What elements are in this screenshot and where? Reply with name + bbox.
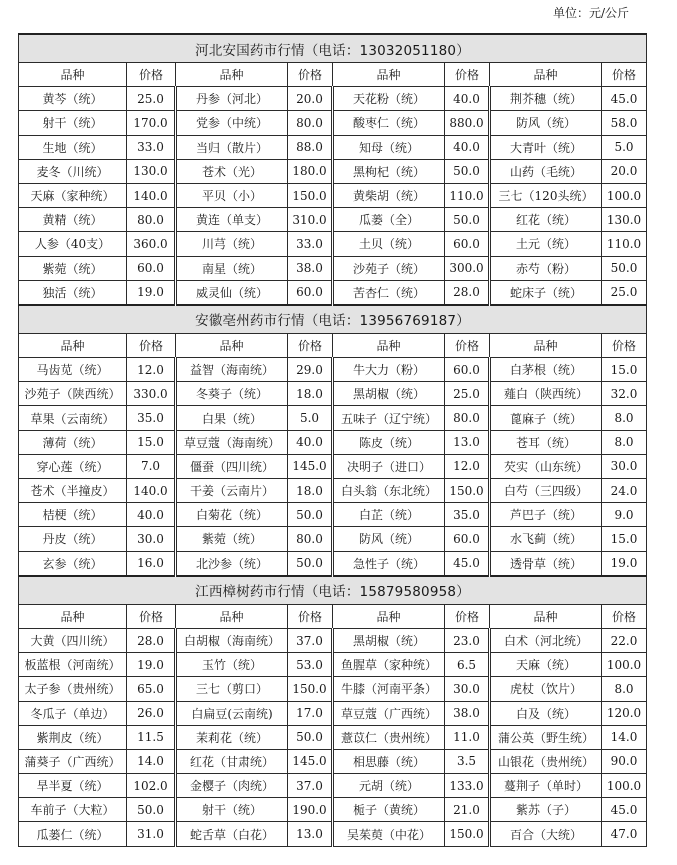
- herb-name: 瓜蒌（全）: [333, 208, 445, 232]
- herb-price: 45.0: [602, 87, 647, 111]
- herb-name: 相思藤（统）: [333, 749, 445, 773]
- market-title-row: [19, 34, 647, 63]
- herb-price: 120.0: [602, 701, 647, 725]
- variety-header: 品种: [333, 63, 445, 87]
- table-row: [19, 798, 647, 822]
- herb-price: 19.0: [127, 653, 176, 677]
- table-row: [19, 208, 647, 232]
- herb-price: 110.0: [445, 183, 490, 207]
- herb-name: 苍术（半撞皮）: [19, 479, 127, 503]
- herb-name: 冬瓜子（单边）: [19, 701, 127, 725]
- herb-name: 土贝（统）: [333, 232, 445, 256]
- herb-name: 蔓荆子（单时）: [490, 774, 602, 798]
- herb-price: 8.0: [602, 406, 647, 430]
- price-header: 价格: [445, 63, 490, 87]
- herb-name: 独活（统）: [19, 280, 127, 305]
- herb-price: 12.0: [445, 454, 490, 478]
- herb-name: 白茅根（统）: [490, 358, 602, 382]
- herb-name: 土元（统）: [490, 232, 602, 256]
- herb-price: 80.0: [445, 406, 490, 430]
- herb-price: 11.5: [127, 725, 176, 749]
- herb-price: 8.0: [602, 677, 647, 701]
- herb-name: 射干（统）: [176, 798, 288, 822]
- herb-price: 145.0: [288, 454, 333, 478]
- herb-price: 15.0: [602, 358, 647, 382]
- header-row: [19, 604, 647, 628]
- herb-name: 赤芍（粉）: [490, 256, 602, 280]
- herb-name: 紫荆皮（统）: [19, 725, 127, 749]
- herb-name: 防风（统）: [490, 111, 602, 135]
- herb-name: 元胡（统）: [333, 774, 445, 798]
- herb-name: 百合（大统）: [490, 822, 602, 846]
- price-header: 价格: [288, 604, 333, 628]
- herb-name: 防风（统）: [333, 527, 445, 551]
- herb-price: 180.0: [288, 159, 333, 183]
- table-row: [19, 135, 647, 159]
- herb-price: 47.0: [602, 822, 647, 846]
- herb-price: 29.0: [288, 358, 333, 382]
- herb-name: 苍耳（统）: [490, 430, 602, 454]
- herb-name: 牛大力（粉）: [333, 358, 445, 382]
- herb-name: 薏苡仁（贵州统）: [333, 725, 445, 749]
- table-row: [19, 653, 647, 677]
- herb-name: 白芍（三四级）: [490, 479, 602, 503]
- herb-price: 35.0: [445, 503, 490, 527]
- herb-price: 19.0: [602, 551, 647, 576]
- herb-name: 黑胡椒（统）: [333, 628, 445, 652]
- herb-price: 310.0: [288, 208, 333, 232]
- herb-name: 鱼腥草（家种统）: [333, 653, 445, 677]
- herb-price: 50.0: [445, 159, 490, 183]
- table-row: [19, 749, 647, 773]
- herb-name: 知母（统）: [333, 135, 445, 159]
- herb-price: 24.0: [602, 479, 647, 503]
- herb-price: 33.0: [127, 135, 176, 159]
- market-title-row: [19, 305, 647, 334]
- herb-name: 草豆蔻（海南统）: [176, 430, 288, 454]
- herb-price: 9.0: [602, 503, 647, 527]
- herb-name: 白菊花（统）: [176, 503, 288, 527]
- herb-name: 草果（云南统）: [19, 406, 127, 430]
- herb-name: 马齿苋（统）: [19, 358, 127, 382]
- herb-price: 13.0: [445, 430, 490, 454]
- herb-price: 45.0: [602, 798, 647, 822]
- herb-price: 145.0: [288, 749, 333, 773]
- herb-price: 133.0: [445, 774, 490, 798]
- herb-price: 58.0: [602, 111, 647, 135]
- herb-name: 白头翁（东北统）: [333, 479, 445, 503]
- herb-price: 80.0: [127, 208, 176, 232]
- herb-price: 150.0: [445, 822, 490, 846]
- herb-price: 88.0: [288, 135, 333, 159]
- table-row: [19, 280, 647, 305]
- table-row: [19, 628, 647, 652]
- herb-price: 50.0: [288, 551, 333, 576]
- herb-name: 薄荷（统）: [19, 430, 127, 454]
- herb-name: 三七（120头统）: [490, 183, 602, 207]
- header-row: [19, 333, 647, 357]
- herb-name: 红花（甘肃统）: [176, 749, 288, 773]
- table-row: [19, 382, 647, 406]
- variety-header: 品种: [333, 604, 445, 628]
- market-title: 江西樟树药市行情（电话：15879580958）: [19, 576, 647, 605]
- herb-price: 80.0: [288, 111, 333, 135]
- table-row: [19, 358, 647, 382]
- herb-price: 30.0: [602, 454, 647, 478]
- market-price-table: [18, 33, 647, 847]
- herb-name: 桔梗（统）: [19, 503, 127, 527]
- market-title-row: [19, 576, 647, 605]
- herb-price: 37.0: [288, 628, 333, 652]
- herb-name: 栀子（黄统）: [333, 798, 445, 822]
- herb-name: 芦巴子（统）: [490, 503, 602, 527]
- herb-name: 芡实（山东统）: [490, 454, 602, 478]
- variety-header: 品种: [19, 333, 127, 357]
- herb-name: 天花粉（统）: [333, 87, 445, 111]
- price-header: 价格: [127, 604, 176, 628]
- herb-price: 32.0: [602, 382, 647, 406]
- herb-name: 紫菀（统）: [19, 256, 127, 280]
- herb-name: 薤白（陕西统）: [490, 382, 602, 406]
- herb-name: 冬葵子（统）: [176, 382, 288, 406]
- herb-price: 360.0: [127, 232, 176, 256]
- herb-name: 瓜蒌仁（统）: [19, 822, 127, 846]
- price-tables: [18, 33, 646, 847]
- herb-name: 红花（统）: [490, 208, 602, 232]
- herb-name: 白术（河北统）: [490, 628, 602, 652]
- herb-name: 牛膝（河南平条）: [333, 677, 445, 701]
- herb-price: 7.0: [127, 454, 176, 478]
- herb-price: 45.0: [445, 551, 490, 576]
- market-title: 安徽亳州药市行情（电话：13956769187）: [19, 305, 647, 334]
- herb-name: 丹皮（统）: [19, 527, 127, 551]
- herb-price: 130.0: [602, 208, 647, 232]
- herb-price: 50.0: [445, 208, 490, 232]
- herb-price: 19.0: [127, 280, 176, 305]
- herb-price: 18.0: [288, 479, 333, 503]
- herb-price: 30.0: [445, 677, 490, 701]
- table-row: [19, 454, 647, 478]
- variety-header: 品种: [333, 333, 445, 357]
- herb-name: 白扁豆(云南统): [176, 701, 288, 725]
- herb-price: 38.0: [288, 256, 333, 280]
- table-row: [19, 725, 647, 749]
- herb-name: 蒲葵子（广西统）: [19, 749, 127, 773]
- herb-price: 880.0: [445, 111, 490, 135]
- herb-name: 蒲公英（野生统）: [490, 725, 602, 749]
- price-header: 价格: [602, 63, 647, 87]
- herb-price: 330.0: [127, 382, 176, 406]
- herb-name: 平贝（小）: [176, 183, 288, 207]
- herb-name: 黄柴胡（统）: [333, 183, 445, 207]
- herb-name: 大黄（四川统）: [19, 628, 127, 652]
- table-row: [19, 406, 647, 430]
- herb-name: 吴茱萸（中花）: [333, 822, 445, 846]
- herb-price: 12.0: [127, 358, 176, 382]
- herb-name: 干姜（云南片）: [176, 479, 288, 503]
- herb-name: 草豆蔻（广西统）: [333, 701, 445, 725]
- herb-price: 23.0: [445, 628, 490, 652]
- herb-price: 37.0: [288, 774, 333, 798]
- herb-price: 150.0: [288, 183, 333, 207]
- herb-price: 3.5: [445, 749, 490, 773]
- herb-name: 山药（毛统）: [490, 159, 602, 183]
- price-header: 价格: [127, 333, 176, 357]
- herb-price: 14.0: [127, 749, 176, 773]
- herb-name: 白及（统）: [490, 701, 602, 725]
- variety-header: 品种: [490, 604, 602, 628]
- herb-price: 20.0: [288, 87, 333, 111]
- herb-price: 40.0: [445, 135, 490, 159]
- herb-name: 沙苑子（陕西统）: [19, 382, 127, 406]
- herb-price: 22.0: [602, 628, 647, 652]
- herb-price: 50.0: [127, 798, 176, 822]
- table-row: [19, 256, 647, 280]
- table-row: [19, 774, 647, 798]
- table-row: [19, 111, 647, 135]
- table-row: [19, 232, 647, 256]
- price-header: 价格: [602, 604, 647, 628]
- herb-price: 90.0: [602, 749, 647, 773]
- table-row: [19, 677, 647, 701]
- herb-name: 益智（海南统）: [176, 358, 288, 382]
- herb-price: 110.0: [602, 232, 647, 256]
- herb-price: 40.0: [445, 87, 490, 111]
- herb-name: 黑枸杞（统）: [333, 159, 445, 183]
- herb-name: 白芷（统）: [333, 503, 445, 527]
- price-header: 价格: [445, 604, 490, 628]
- table-row: [19, 430, 647, 454]
- table-row: [19, 701, 647, 725]
- herb-name: 急性子（统）: [333, 551, 445, 576]
- herb-price: 28.0: [127, 628, 176, 652]
- table-row: [19, 159, 647, 183]
- herb-price: 8.0: [602, 430, 647, 454]
- herb-name: 荆芥穗（统）: [490, 87, 602, 111]
- herb-name: 五味子（辽宁统）: [333, 406, 445, 430]
- herb-price: 5.0: [288, 406, 333, 430]
- herb-name: 苦杏仁（统）: [333, 280, 445, 305]
- herb-name: 黑胡椒（统）: [333, 382, 445, 406]
- herb-price: 50.0: [288, 725, 333, 749]
- herb-price: 60.0: [288, 280, 333, 305]
- herb-name: 蓖麻子（统）: [490, 406, 602, 430]
- herb-price: 300.0: [445, 256, 490, 280]
- herb-price: 6.5: [445, 653, 490, 677]
- table-row: [19, 503, 647, 527]
- herb-name: 虎杖（饮片）: [490, 677, 602, 701]
- herb-name: 白胡椒（海南统）: [176, 628, 288, 652]
- herb-price: 65.0: [127, 677, 176, 701]
- table-row: [19, 87, 647, 111]
- herb-name: 僵蚕（四川统）: [176, 454, 288, 478]
- herb-price: 20.0: [602, 159, 647, 183]
- price-header: 价格: [602, 333, 647, 357]
- variety-header: 品种: [19, 604, 127, 628]
- herb-price: 60.0: [127, 256, 176, 280]
- herb-price: 25.0: [602, 280, 647, 305]
- herb-name: 玉竹（统）: [176, 653, 288, 677]
- herb-price: 31.0: [127, 822, 176, 846]
- variety-header: 品种: [490, 333, 602, 357]
- herb-price: 25.0: [445, 382, 490, 406]
- price-header: 价格: [445, 333, 490, 357]
- herb-name: 南星（统）: [176, 256, 288, 280]
- herb-name: 苍术（光）: [176, 159, 288, 183]
- herb-name: 紫苏（子）: [490, 798, 602, 822]
- herb-price: 190.0: [288, 798, 333, 822]
- herb-name: 麦冬（川统）: [19, 159, 127, 183]
- herb-price: 140.0: [127, 183, 176, 207]
- herb-name: 射干（统）: [19, 111, 127, 135]
- herb-name: 穿心莲（统）: [19, 454, 127, 478]
- herb-price: 11.0: [445, 725, 490, 749]
- table-row: [19, 822, 647, 846]
- herb-price: 130.0: [127, 159, 176, 183]
- herb-name: 蛇床子（统）: [490, 280, 602, 305]
- herb-name: 沙苑子（统）: [333, 256, 445, 280]
- table-row: [19, 183, 647, 207]
- herb-name: 透骨草（统）: [490, 551, 602, 576]
- herb-price: 26.0: [127, 701, 176, 725]
- herb-name: 茉莉花（统）: [176, 725, 288, 749]
- herb-name: 玄参（统）: [19, 551, 127, 576]
- price-header: 价格: [127, 63, 176, 87]
- herb-price: 170.0: [127, 111, 176, 135]
- herb-price: 140.0: [127, 479, 176, 503]
- table-row: [19, 551, 647, 576]
- herb-price: 60.0: [445, 358, 490, 382]
- herb-name: 大青叶（统）: [490, 135, 602, 159]
- herb-name: 北沙参（统）: [176, 551, 288, 576]
- herb-name: 金樱子（肉统）: [176, 774, 288, 798]
- herb-price: 28.0: [445, 280, 490, 305]
- herb-name: 当归（散片）: [176, 135, 288, 159]
- variety-header: 品种: [19, 63, 127, 87]
- herb-price: 38.0: [445, 701, 490, 725]
- herb-name: 生地（统）: [19, 135, 127, 159]
- variety-header: 品种: [176, 63, 288, 87]
- herb-name: 决明子（进口）: [333, 454, 445, 478]
- herb-name: 蛇舌草（白花）: [176, 822, 288, 846]
- herb-name: 川芎（统）: [176, 232, 288, 256]
- herb-name: 陈皮（统）: [333, 430, 445, 454]
- herb-name: 党参（中统）: [176, 111, 288, 135]
- unit-label: 单位：元/公斤: [552, 6, 629, 20]
- herb-price: 40.0: [288, 430, 333, 454]
- herb-price: 17.0: [288, 701, 333, 725]
- herb-price: 30.0: [127, 527, 176, 551]
- herb-name: 板蓝根（河南统）: [19, 653, 127, 677]
- herb-name: 太子参（贵州统）: [19, 677, 127, 701]
- herb-name: 酸枣仁（统）: [333, 111, 445, 135]
- herb-name: 黄连（单支）: [176, 208, 288, 232]
- herb-price: 150.0: [445, 479, 490, 503]
- herb-price: 21.0: [445, 798, 490, 822]
- herb-price: 15.0: [127, 430, 176, 454]
- herb-price: 100.0: [602, 774, 647, 798]
- herb-price: 13.0: [288, 822, 333, 846]
- herb-name: 人参（40支）: [19, 232, 127, 256]
- herb-price: 16.0: [127, 551, 176, 576]
- herb-price: 100.0: [602, 183, 647, 207]
- herb-name: 山银花（贵州统）: [490, 749, 602, 773]
- price-header: 价格: [288, 63, 333, 87]
- market-title: 河北安国药市行情（电话：13032051180）: [19, 34, 647, 63]
- herb-price: 33.0: [288, 232, 333, 256]
- herb-name: 天麻（统）: [490, 653, 602, 677]
- herb-name: 黄精（统）: [19, 208, 127, 232]
- herb-price: 15.0: [602, 527, 647, 551]
- herb-price: 102.0: [127, 774, 176, 798]
- herb-name: 威灵仙（统）: [176, 280, 288, 305]
- herb-price: 100.0: [602, 653, 647, 677]
- herb-price: 18.0: [288, 382, 333, 406]
- herb-name: 紫菀（统）: [176, 527, 288, 551]
- herb-price: 53.0: [288, 653, 333, 677]
- herb-name: 水飞蓟（统）: [490, 527, 602, 551]
- herb-price: 60.0: [445, 527, 490, 551]
- herb-price: 40.0: [127, 503, 176, 527]
- herb-price: 80.0: [288, 527, 333, 551]
- herb-price: 150.0: [288, 677, 333, 701]
- herb-price: 60.0: [445, 232, 490, 256]
- herb-price: 35.0: [127, 406, 176, 430]
- herb-name: 旱半夏（统）: [19, 774, 127, 798]
- variety-header: 品种: [176, 333, 288, 357]
- herb-price: 50.0: [288, 503, 333, 527]
- variety-header: 品种: [490, 63, 602, 87]
- table-row: [19, 527, 647, 551]
- herb-price: 14.0: [602, 725, 647, 749]
- variety-header: 品种: [176, 604, 288, 628]
- table-row: [19, 479, 647, 503]
- herb-price: 50.0: [602, 256, 647, 280]
- herb-name: 车前子（大粒）: [19, 798, 127, 822]
- header-row: [19, 63, 647, 87]
- herb-name: 三七（剪口）: [176, 677, 288, 701]
- herb-price: 5.0: [602, 135, 647, 159]
- herb-price: 25.0: [127, 87, 176, 111]
- herb-name: 天麻（家种统）: [19, 183, 127, 207]
- herb-name: 丹参（河北）: [176, 87, 288, 111]
- herb-name: 黄芩（统）: [19, 87, 127, 111]
- herb-name: 白果（统）: [176, 406, 288, 430]
- price-header: 价格: [288, 333, 333, 357]
